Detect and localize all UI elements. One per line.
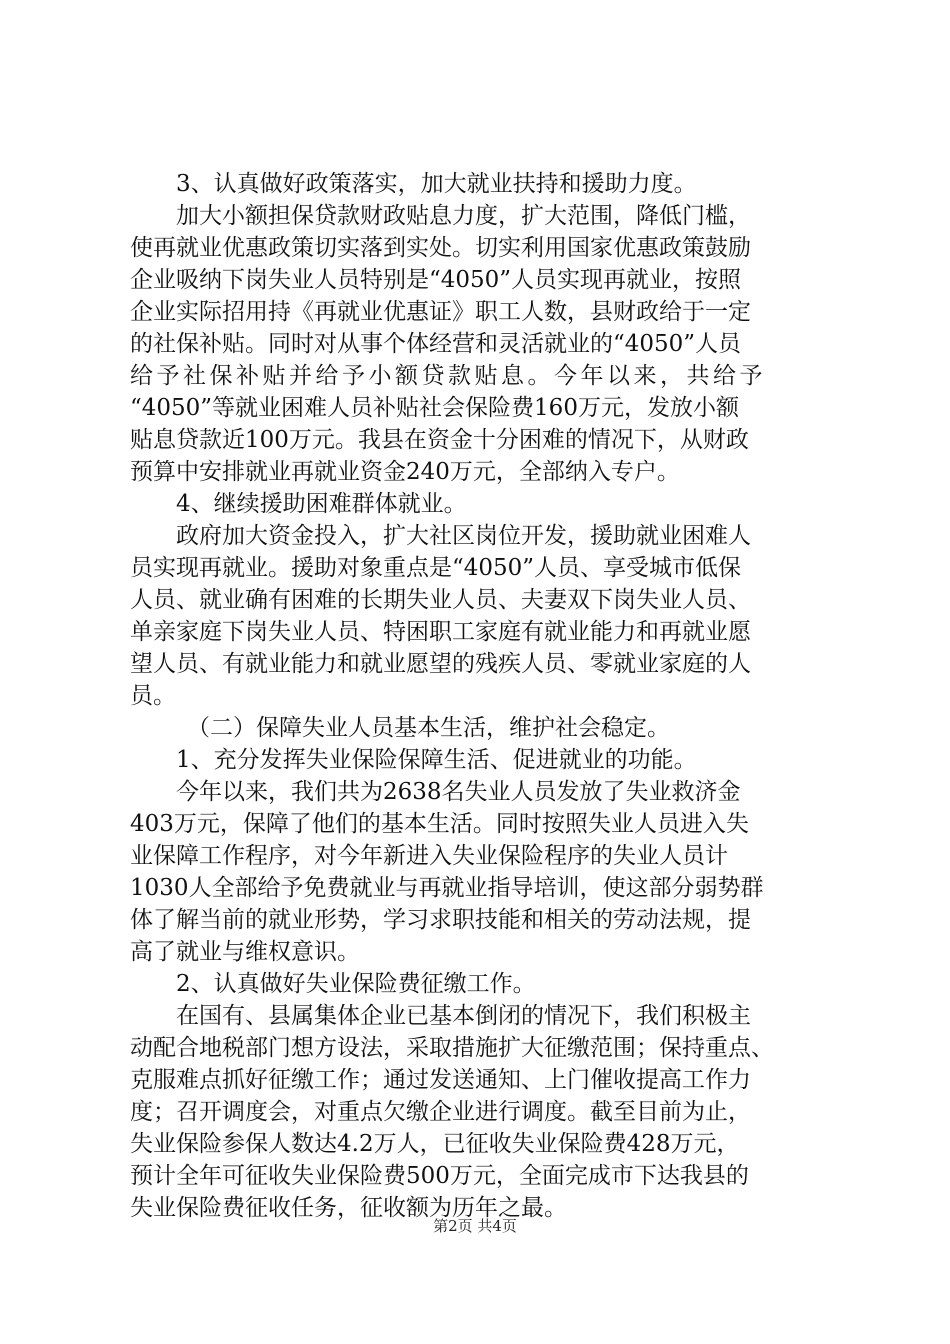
paragraph-line: 体了解当前的就业形势，学习求职技能和相关的劳动法规，提 — [130, 907, 751, 933]
paragraph-line: 度；召开调度会，对重点欠缴企业进行调度。截至目前为止， — [130, 1099, 751, 1125]
subheading-3: 3、认真做好政策落实，加大就业扶持和援助力度。 — [176, 171, 697, 197]
paragraph-line: 给予社保补贴并给予小额贷款贴息。今年以来，共给予 — [130, 363, 766, 389]
paragraph-line: 的社保补贴。同时对从事个体经营和灵活就业的“4050”人员 — [130, 331, 742, 357]
paragraph-line: 单亲家庭下岗失业人员、特困职工家庭有就业能力和再就业愿 — [130, 619, 751, 645]
paragraph-line: 企业吸纳下岗失业人员特别是“4050”人员实现再就业，按照 — [130, 267, 742, 293]
subheading-4: 4、继续援助困难群体就业。 — [176, 491, 467, 517]
document-body — [130, 168, 830, 1224]
subheading-1: 1、充分发挥失业保险保障生活、促进就业的功能。 — [176, 747, 697, 773]
paragraph-line: 1030人全部给予免费就业与再就业指导培训，使这部分弱势群 — [130, 875, 764, 901]
paragraph-subsidy — [130, 200, 830, 488]
paragraph-line: 403万元，保障了他们的基本生活。同时按照失业人员进入失 — [130, 811, 749, 837]
paragraph-line: 今年以来，我们共为2638名失业人员发放了失业救济金 — [176, 779, 741, 805]
paragraph-line: 动配合地税部门想方设法，采取措施扩大征缴范围；保持重点、 — [130, 1035, 774, 1061]
paragraph-line: 失业保险费征收任务，征收额为历年之最。 — [130, 1195, 567, 1221]
paragraph-line: 加大小额担保贷款财政贴息力度，扩大范围，降低门槛， — [176, 203, 751, 229]
paragraph-line: 使再就业优惠政策切实落到实处。切实利用国家优惠政策鼓励 — [130, 235, 751, 261]
paragraph-line: “4050”等就业困难人员补贴社会保险费160万元，发放小额 — [130, 395, 739, 421]
paragraph-line: 预算中安排就业再就业资金240万元，全部纳入专户。 — [130, 459, 680, 485]
paragraph-collection — [130, 1000, 830, 1224]
paragraph-line: 业保障工作程序，对今年新进入失业保险程序的失业人员计 — [130, 843, 728, 869]
paragraph-relief — [130, 776, 830, 968]
paragraph-line: 人员、就业确有困难的长期失业人员、夫妻双下岗失业人员、 — [130, 587, 751, 613]
paragraph-line: 克服难点抓好征缴工作；通过发送通知、上门催收提高工作力 — [130, 1067, 751, 1093]
paragraph-assistance — [130, 520, 830, 712]
paragraph-line: 政府加大资金投入，扩大社区岗位开发，援助就业困难人 — [176, 523, 751, 549]
paragraph-line: 在国有、县属集体企业已基本倒闭的情况下，我们积极主 — [176, 1003, 751, 1029]
subheading-2: 2、认真做好失业保险费征缴工作。 — [176, 971, 536, 997]
paragraph-line: 失业保险参保人数达4.2万人，已征收失业保险费428万元， — [130, 1131, 740, 1157]
paragraph-line: 高了就业与维权意识。 — [130, 939, 360, 965]
paragraph-line: 贴息贷款近100万元。我县在资金十分困难的情况下，从财政 — [130, 427, 749, 453]
paragraph-line: 企业实际招用持《再就业优惠证》职工人数，县财政给于一定 — [130, 299, 751, 325]
section-heading-2: （二）保障失业人员基本生活，维护社会稳定。 — [187, 715, 670, 741]
paragraph-line: 员实现再就业。援助对象重点是“4050”人员、享受城市低保 — [130, 555, 742, 581]
paragraph-line: 望人员、有就业能力和就业愿望的残疾人员、零就业家庭的人 — [130, 651, 751, 677]
paragraph-line: 员。 — [130, 683, 176, 709]
page-footer: 第2页 共4页 — [433, 1217, 517, 1235]
paragraph-line: 预计全年可征收失业保险费500万元，全面完成市下达我县的 — [130, 1163, 749, 1189]
